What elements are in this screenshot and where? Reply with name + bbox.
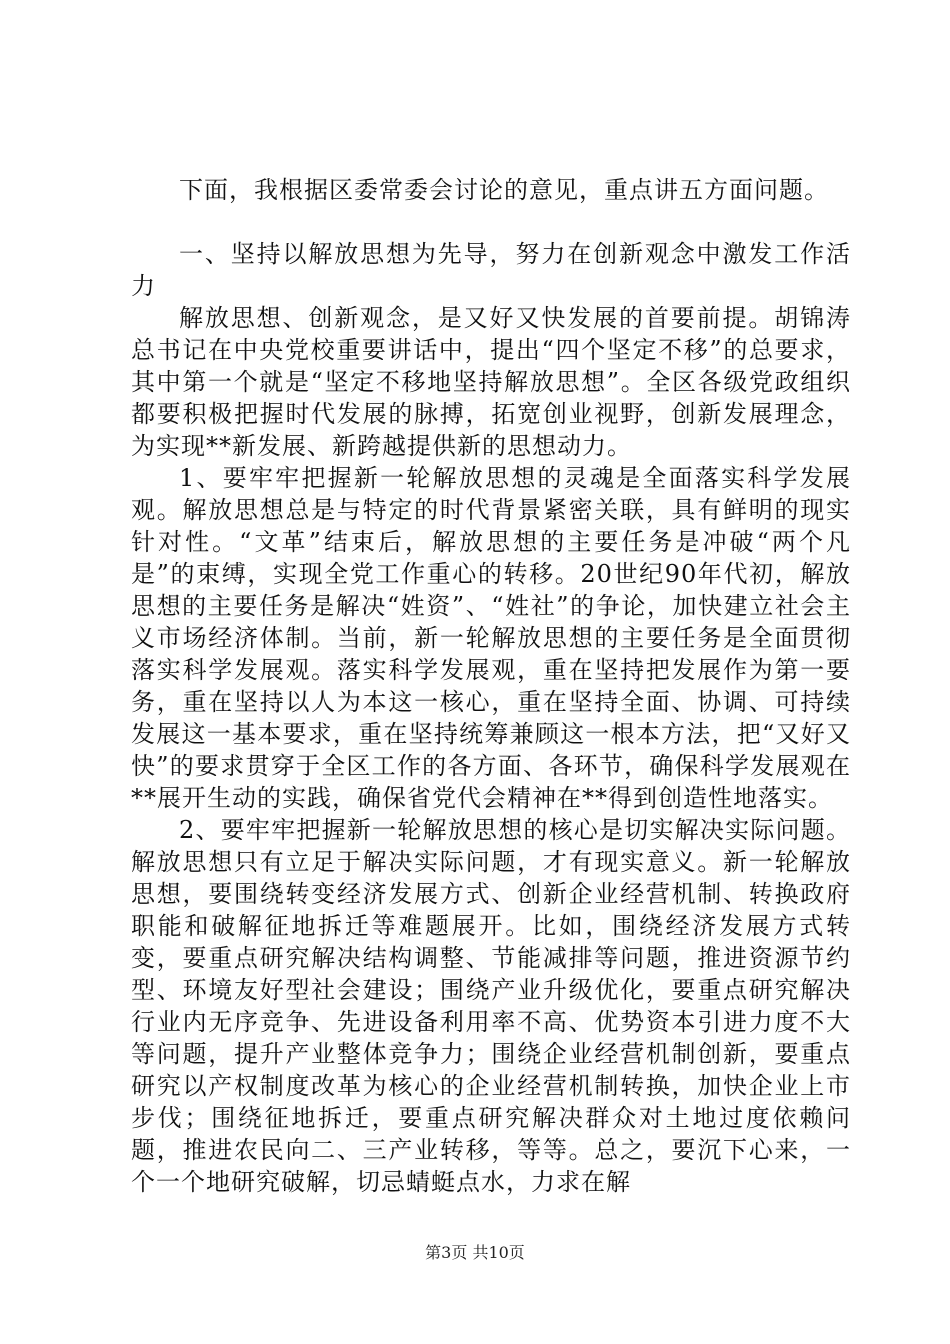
intro-paragraph: 下面，我根据区委常委会讨论的意见，重点讲五方面问题。 [179,176,829,204]
page-footer: 第3页 共10页 [425,1243,525,1262]
body-paragraph-point-1: 1、要牢牢把握新一轮解放思想的灵魂是全面落实科学发展观。解放思想总是与特定的时代背景紧密关联，具有鲜明的现实针对性。“文革”结束后，解放思想的主要任务是冲破“两个凡是”的束缚，实现全党工作重心的转移。20世纪90年代初，解放思想的主要任务是解决“姓资”、“姓社”的争论，加快建立社会主义市场经济体制。当前，新一轮解放思想的主要任务是全面贯彻落实科学发展观。落实科学发展观，重在坚持把发展作为第一要务，重在坚持以人为本这一核心，重在坚持全面、协调、可持续发展这一基本要求，重在坚持统筹兼顾这一根本方法，把“又好又快”的要求贯穿于全区工作的各方面、各环节，确保科学发展观在**展开生动的实践，确保省党代会精神在**得到创造性地落实。 [131,464,851,812]
document-body [131,174,851,1198]
body-paragraph: 解放思想、创新观念，是又好又快发展的首要前提。胡锦涛总书记在中央党校重要讲话中，提出“四个坚定不移”的总要求，其中第一个就是“坚定不移地坚持解放思想”。全区各级党政组织都要积极把握时代发展的脉搏，拓宽创业视野，创新发展理念，为实现**新发展、新跨越提供新的思想动力。 [131,304,851,460]
body-paragraph-point-2: 2、要牢牢把握新一轮解放思想的核心是切实解决实际问题。解放思想只有立足于解决实际问题，才有现实意义。新一轮解放思想，要围绕转变经济发展方式、创新企业经营机制、转换政府职能和破解征地拆迁等难题展开。比如，围绕经济发展方式转变，要重点研究解决结构调整、节能减排等问题，推进资源节约型、环境友好型社会建设；围绕产业升级优化，要重点研究解决行业内无序竞争、先进设备利用率不高、优势资本引进力度不大等问题，提升产业整体竞争力；围绕企业经营机制创新，要重点研究以产权制度改革为核心的企业经营机制转换，加快企业上市步伐；围绕征地拆迁，要重点研究解决群众对土地过度依赖问题，推进农民向二、三产业转移，等等。总之，要沉下心来，一个一个地研究破解，切忌蜻蜓点水，力求在解 [131,816,851,1196]
section-heading-one: 一、坚持以解放思想为先导，努力在创新观念中激发工作活力 [131,240,851,300]
